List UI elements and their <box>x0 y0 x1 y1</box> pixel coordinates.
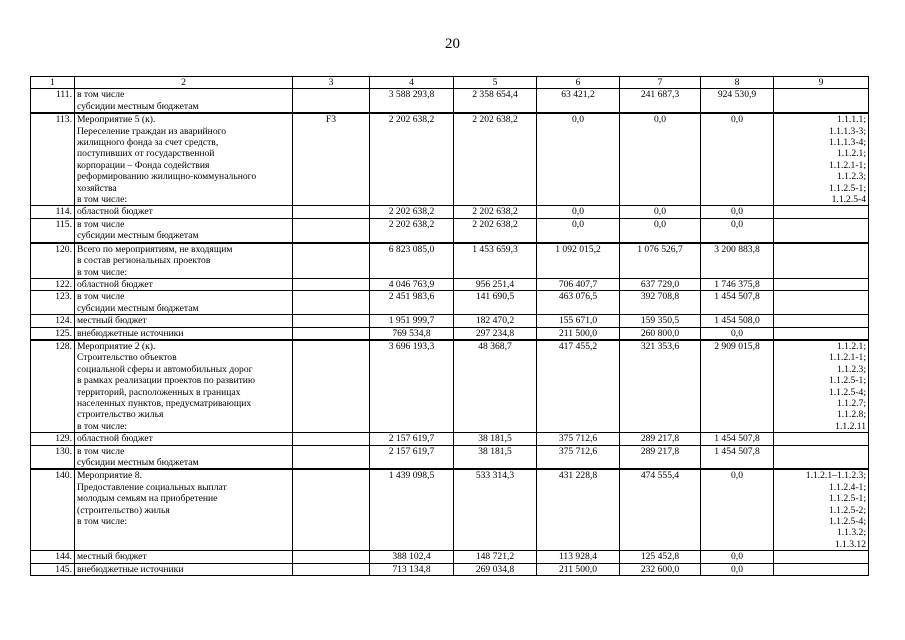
amount-col6: 1 092 015,2 <box>537 243 620 279</box>
row-number: 113. <box>31 113 75 206</box>
row-name <box>75 563 293 575</box>
indicator-ref: 1.1.2.1-1; <box>828 159 866 171</box>
amount-col8: 1 454 507,8 <box>701 445 774 469</box>
row-number: 114. <box>31 206 75 218</box>
amount-col8: 0,0 <box>701 218 774 242</box>
table-row <box>31 243 869 279</box>
row-name-line: внебюджетные источники <box>77 327 184 339</box>
indicator-refs <box>774 340 869 433</box>
amount-col6: 375 712,6 <box>537 433 620 445</box>
amount-total: 3 696 193,3 <box>370 340 454 433</box>
amount-col5: 2 202 638,2 <box>454 113 537 206</box>
amount-total: 713 134,8 <box>370 563 454 575</box>
amount-total: 388 102,4 <box>370 551 454 563</box>
row-name-line: хозяйства <box>77 182 117 194</box>
amount-col6: 375 712,6 <box>537 445 620 469</box>
indicator-ref: 1.1.1.3-4; <box>828 137 866 149</box>
row-number: 125. <box>31 327 75 340</box>
row-name-line: в том числе <box>77 218 125 230</box>
column-number: 3 <box>293 77 370 89</box>
row-name <box>75 327 293 340</box>
indicator-refs <box>774 113 869 206</box>
row-number: 140. <box>31 469 75 550</box>
row-code <box>293 327 370 340</box>
row-code <box>293 445 370 469</box>
row-name <box>75 278 293 290</box>
row-name-line: Всего по мероприятиям, не входящим <box>77 243 233 255</box>
indicator-ref: 1.1.2.8; <box>836 409 866 421</box>
table-body <box>31 77 869 576</box>
row-name <box>75 469 293 550</box>
row-name-line: в рамках реализации проектов по развитию <box>77 375 256 387</box>
row-name-line: субсидии местным бюджетам <box>77 100 199 112</box>
amount-col5: 1 453 659,3 <box>454 243 537 279</box>
amount-col5: 141 690,5 <box>454 291 537 315</box>
row-code <box>293 340 370 433</box>
indicator-refs <box>774 327 869 340</box>
row-name-line: местный бюджет <box>77 315 147 327</box>
amount-col7: 474 555,4 <box>620 469 701 550</box>
row-name-line: Мероприятие 8. <box>77 470 142 482</box>
amount-col6: 63 421,2 <box>537 89 620 113</box>
row-name-line: Мероприятие 2 (к). <box>77 340 156 352</box>
amount-col6: 431 228,8 <box>537 469 620 550</box>
column-number: 4 <box>370 77 454 89</box>
row-name-line: в состав региональных проектов <box>77 255 211 267</box>
row-name-line: Строительство объектов <box>77 352 177 364</box>
row-code <box>293 278 370 290</box>
indicator-refs <box>774 551 869 563</box>
column-number: 9 <box>774 77 869 89</box>
row-number: 123. <box>31 291 75 315</box>
row-name <box>75 291 293 315</box>
amount-col6: 417 455,2 <box>537 340 620 433</box>
amount-col6: 0,0 <box>537 206 620 218</box>
row-name-line: в том числе: <box>77 266 128 278</box>
column-number-row <box>31 77 869 89</box>
indicator-ref: 1.1.2.5-2; <box>828 504 866 516</box>
row-code <box>293 243 370 279</box>
amount-col8: 1 454 508,0 <box>701 315 774 327</box>
amount-col5: 182 470,2 <box>454 315 537 327</box>
row-name-line: субсидии местным бюджетам <box>77 457 199 468</box>
row-name <box>75 89 293 113</box>
indicator-ref: 1.1.2.5-4; <box>828 386 866 398</box>
table-row <box>31 340 869 433</box>
table-row <box>31 327 869 340</box>
row-code <box>293 563 370 575</box>
amount-col8: 0,0 <box>701 469 774 550</box>
row-name-line: Мероприятие 5 (к). <box>77 114 156 126</box>
indicator-ref: 1.1.3.2; <box>836 527 866 539</box>
row-name-line: социальной сферы и автомобильных дорог <box>77 363 253 375</box>
row-number: 120. <box>31 243 75 279</box>
indicator-ref: 1.1.2.3; <box>836 171 866 183</box>
row-number: 122. <box>31 278 75 290</box>
indicator-ref: 1.1.2.5-4 <box>831 194 866 206</box>
indicator-refs <box>774 315 869 327</box>
amount-col8: 1 746 375,8 <box>701 278 774 290</box>
amount-col5: 956 251,4 <box>454 278 537 290</box>
row-code <box>293 89 370 113</box>
row-name-line: в том числе <box>77 291 125 303</box>
row-name-line: в том числе <box>77 445 125 457</box>
table-row <box>31 291 869 315</box>
indicator-refs <box>774 218 869 242</box>
row-name <box>75 340 293 433</box>
amount-col5: 38 181,5 <box>454 445 537 469</box>
row-name <box>75 445 293 469</box>
amount-total: 2 202 638,2 <box>370 113 454 206</box>
row-name-line: молодым семьям на приобретение <box>77 493 218 505</box>
column-number: 1 <box>31 77 75 89</box>
amount-col7: 289 217,8 <box>620 433 701 445</box>
row-name-line: Предоставление социальных выплат <box>77 481 227 493</box>
page-number: 20 <box>445 36 460 52</box>
row-name-line: субсидии местным бюджетам <box>77 230 199 242</box>
table-row <box>31 218 869 242</box>
amount-col8: 924 530,9 <box>701 89 774 113</box>
row-number: 128. <box>31 340 75 433</box>
amount-col8: 0,0 <box>701 113 774 206</box>
row-number: 115. <box>31 218 75 242</box>
amount-col6: 706 407,7 <box>537 278 620 290</box>
amount-col6: 211 500,0 <box>537 327 620 340</box>
row-name-line: населенных пунктов, предусматривающих <box>77 397 252 409</box>
indicator-refs <box>774 469 869 550</box>
row-name-line: субсидии местным бюджетам <box>77 302 199 314</box>
row-code <box>293 291 370 315</box>
amount-total: 2 157 619,7 <box>370 433 454 445</box>
amount-col8: 0,0 <box>701 551 774 563</box>
row-name <box>75 433 293 445</box>
row-name-line: областной бюджет <box>77 278 153 290</box>
amount-col5: 533 314,3 <box>454 469 537 550</box>
amount-col7: 159 350,5 <box>620 315 701 327</box>
indicator-ref: 1.1.2.5-1; <box>828 182 866 194</box>
amount-col6: 0,0 <box>537 113 620 206</box>
table-row <box>31 433 869 445</box>
row-code: F3 <box>293 113 370 206</box>
column-number: 2 <box>75 77 293 89</box>
column-number: 8 <box>701 77 774 89</box>
indicator-ref: 1.1.2.1–1.1.2.3; <box>805 470 866 482</box>
amount-col5: 2 202 638,2 <box>454 218 537 242</box>
table-row <box>31 113 869 206</box>
column-number: 7 <box>620 77 701 89</box>
row-name-line: (строительство) жилья <box>77 504 170 516</box>
amount-col7: 0,0 <box>620 113 701 206</box>
amount-col8: 0,0 <box>701 327 774 340</box>
table-row <box>31 89 869 113</box>
row-name-line: Переселение граждан из аварийного <box>77 125 227 137</box>
row-code <box>293 218 370 242</box>
amount-col5: 2 358 654,4 <box>454 89 537 113</box>
row-name-line: территорий, расположенных в границах <box>77 386 241 398</box>
amount-total: 1 951 999,7 <box>370 315 454 327</box>
indicator-refs <box>774 278 869 290</box>
amount-total: 2 202 638,2 <box>370 206 454 218</box>
amount-col5: 269 034,8 <box>454 563 537 575</box>
table-row <box>31 315 869 327</box>
indicator-refs <box>774 206 869 218</box>
amount-total: 769 534,8 <box>370 327 454 340</box>
indicator-ref: 1.1.2.1; <box>836 340 866 352</box>
indicator-ref: 1.1.2.5-1; <box>828 375 866 387</box>
amount-col8: 0,0 <box>701 563 774 575</box>
amount-total: 3 588 293,8 <box>370 89 454 113</box>
row-name-line: областной бюджет <box>77 206 153 218</box>
indicator-refs <box>774 89 869 113</box>
amount-col8: 3 200 883,8 <box>701 243 774 279</box>
indicator-refs <box>774 291 869 315</box>
row-code <box>293 551 370 563</box>
indicator-ref: 1.1.2.1; <box>836 148 866 160</box>
indicator-ref: 1.1.2.7; <box>836 397 866 409</box>
row-name <box>75 551 293 563</box>
row-number: 130. <box>31 445 75 469</box>
indicator-refs <box>774 433 869 445</box>
row-number: 145. <box>31 563 75 575</box>
table-row <box>31 469 869 550</box>
indicator-ref: 1.1.2.4-1; <box>828 481 866 493</box>
amount-col6: 113 928,4 <box>537 551 620 563</box>
amount-col7: 0,0 <box>620 206 701 218</box>
amount-col8: 0,0 <box>701 206 774 218</box>
amount-col7: 637 729,0 <box>620 278 701 290</box>
row-code <box>293 433 370 445</box>
indicator-ref: 1.1.2.5-4; <box>828 516 866 528</box>
row-name-line: строительство жилья <box>77 409 164 421</box>
amount-col5: 2 202 638,2 <box>454 206 537 218</box>
row-code <box>293 206 370 218</box>
column-number: 5 <box>454 77 537 89</box>
amount-col6: 0,0 <box>537 218 620 242</box>
row-name <box>75 218 293 242</box>
amount-col7: 241 687,3 <box>620 89 701 113</box>
row-number: 129. <box>31 433 75 445</box>
row-name <box>75 315 293 327</box>
table-row <box>31 551 869 563</box>
amount-total: 2 451 983,6 <box>370 291 454 315</box>
table-row <box>31 206 869 218</box>
amount-col7: 125 452,8 <box>620 551 701 563</box>
indicator-ref: 1.1.2.1-1; <box>828 352 866 364</box>
budget-table <box>30 76 869 576</box>
row-code <box>293 315 370 327</box>
row-name-line: в том числе: <box>77 516 128 528</box>
indicator-ref: 1.1.2.11 <box>835 420 866 432</box>
row-name <box>75 113 293 206</box>
amount-col7: 232 600,0 <box>620 563 701 575</box>
amount-total: 2 202 638,2 <box>370 218 454 242</box>
amount-col8: 1 454 507,8 <box>701 433 774 445</box>
table-row <box>31 278 869 290</box>
amount-col6: 211 500,0 <box>537 563 620 575</box>
indicator-refs <box>774 445 869 469</box>
amount-col7: 321 353,6 <box>620 340 701 433</box>
amount-col7: 289 217,8 <box>620 445 701 469</box>
amount-col5: 297 234,8 <box>454 327 537 340</box>
row-name <box>75 206 293 218</box>
row-number: 111. <box>31 89 75 113</box>
amount-col5: 38 181,5 <box>454 433 537 445</box>
indicator-ref: 1.1.1.3-3; <box>828 125 866 137</box>
row-name-line: жилищного фонда за счет средств, <box>77 137 219 149</box>
row-name-line: внебюджетные источники <box>77 563 184 575</box>
amount-total: 1 439 098,5 <box>370 469 454 550</box>
amount-col6: 155 671,0 <box>537 315 620 327</box>
indicator-refs <box>774 243 869 279</box>
row-name-line: областной бюджет <box>77 433 153 445</box>
indicator-ref: 1.1.1.1; <box>836 114 866 126</box>
row-number: 124. <box>31 315 75 327</box>
indicator-ref: 1.1.2.5-1; <box>828 493 866 505</box>
amount-col5: 148 721,2 <box>454 551 537 563</box>
row-name-line: реформированию жилищно-коммунального <box>77 171 257 183</box>
table-row <box>31 563 869 575</box>
amount-total: 2 157 619,7 <box>370 445 454 469</box>
table-row <box>31 445 869 469</box>
row-name-line: в том числе: <box>77 194 128 206</box>
row-name-line: корпорации – Фонда содействия <box>77 159 210 171</box>
indicator-ref: 1.1.3.12 <box>834 538 866 550</box>
row-name-line: в том числе: <box>77 420 128 432</box>
amount-col8: 1 454 507,8 <box>701 291 774 315</box>
amount-col8: 2 909 015,8 <box>701 340 774 433</box>
column-number: 6 <box>537 77 620 89</box>
amount-col5: 48 368,7 <box>454 340 537 433</box>
row-name-line: в том числе <box>77 89 125 101</box>
amount-col7: 1 076 526,7 <box>620 243 701 279</box>
row-name-line: местный бюджет <box>77 551 147 563</box>
amount-col6: 463 076,5 <box>537 291 620 315</box>
amount-col7: 0,0 <box>620 218 701 242</box>
amount-total: 6 823 085,0 <box>370 243 454 279</box>
row-name <box>75 243 293 279</box>
row-code <box>293 469 370 550</box>
row-name-line: поступивших от государственной <box>77 148 215 160</box>
row-number: 144. <box>31 551 75 563</box>
amount-total: 4 046 763,9 <box>370 278 454 290</box>
indicator-refs <box>774 563 869 575</box>
indicator-ref: 1.1.2.3; <box>836 363 866 375</box>
amount-col7: 260 800,0 <box>620 327 701 340</box>
amount-col7: 392 708,8 <box>620 291 701 315</box>
